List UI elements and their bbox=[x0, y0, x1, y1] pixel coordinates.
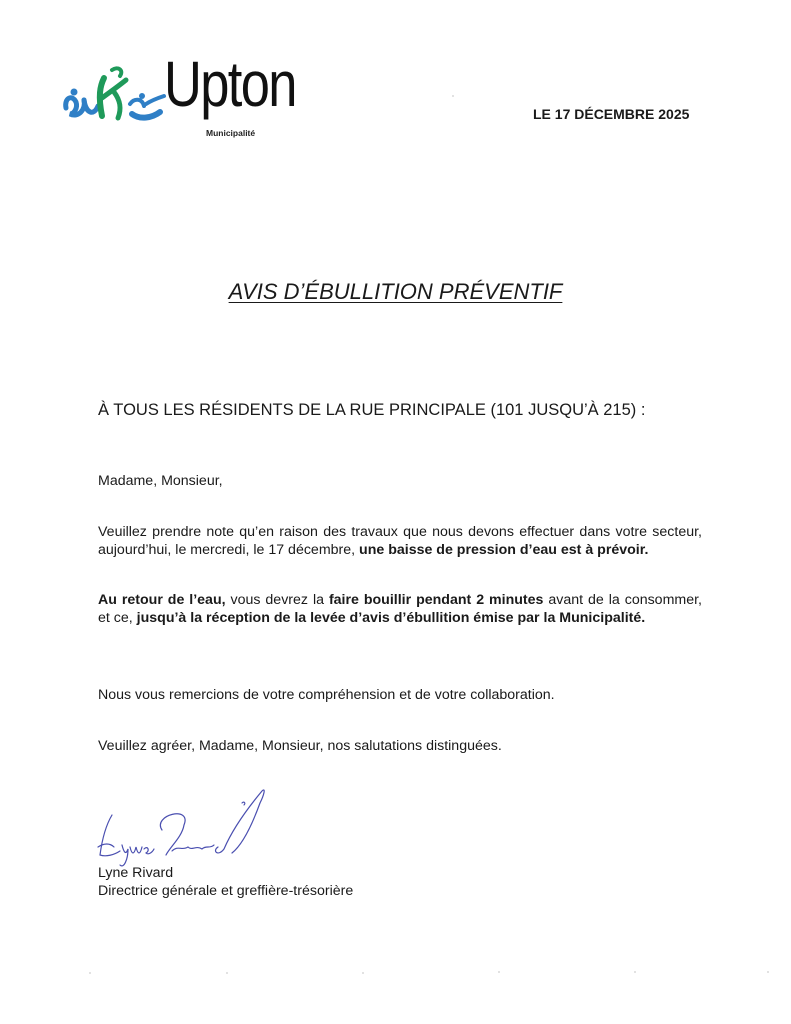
municipality-logo bbox=[60, 48, 310, 143]
scan-speck bbox=[362, 972, 364, 974]
dancing-figures-icon bbox=[60, 58, 170, 138]
paragraph-instructions bbox=[98, 591, 702, 627]
handwritten-signature bbox=[92, 785, 282, 870]
paragraph-thanks: Nous vous remercions de votre compréhension et de votre collaboration. bbox=[98, 687, 555, 703]
logo-subtitle: Municipalité bbox=[206, 128, 256, 138]
signatory-name: Lyne Rivard bbox=[98, 865, 174, 881]
scan-speck bbox=[498, 971, 500, 973]
paragraph-notice-emphasis: une baisse de pression d’eau est à prévoir. bbox=[359, 542, 649, 558]
scan-speck bbox=[634, 971, 636, 973]
paragraph-notice bbox=[98, 523, 702, 559]
document-title: AVIS D’ÉBULLITION PRÉVENTIF bbox=[228, 279, 563, 304]
scan-speck bbox=[452, 95, 454, 97]
paragraph-notice-text: Veuillez prendre note qu’en raison des travaux que nous devons effectuer dans votre secteur, aujourd’hui, le mercredi, le 17 décembre, bbox=[98, 524, 702, 558]
logo-wordmark: Upton bbox=[164, 48, 296, 120]
instructions-emphasis-3: jusqu’à la réception de la levée d’avis d’ébullition émise par la Municipalité. bbox=[136, 610, 646, 626]
salutation: Madame, Monsieur, bbox=[98, 473, 223, 489]
closing-line: Veuillez agréer, Madame, Monsieur, nos salutations distinguées. bbox=[98, 738, 502, 754]
document-date: LE 17 DÉCEMBRE 2025 bbox=[533, 106, 690, 122]
scan-speck bbox=[226, 972, 228, 974]
instructions-text-1: vous devrez la bbox=[225, 592, 329, 608]
scan-speck bbox=[767, 971, 769, 973]
instructions-text-2: avant de la consommer, et ce, bbox=[98, 592, 702, 626]
instructions-emphasis-2: faire bouillir pendant 2 minutes bbox=[328, 592, 544, 608]
signatory-role: Directrice générale et greffière-trésorière bbox=[98, 883, 354, 899]
instructions-emphasis-1: Au retour de l’eau, bbox=[98, 592, 226, 608]
scan-speck bbox=[89, 972, 91, 974]
addressee-line: À TOUS LES RÉSIDENTS DE LA RUE PRINCIPALE (101 JUSQU’À 215) : bbox=[98, 401, 646, 419]
